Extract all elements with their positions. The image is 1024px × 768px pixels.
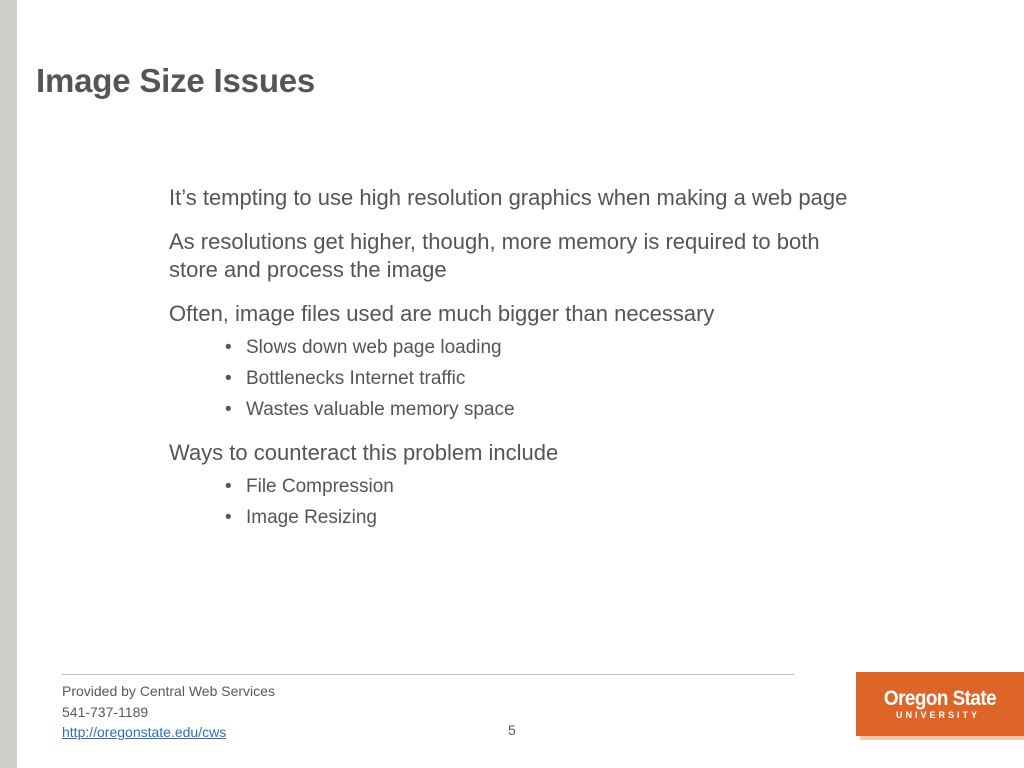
- footer-provider: Provided by Central Web Services: [62, 683, 275, 699]
- footer-phone: 541-737-1189: [62, 703, 149, 720]
- bullet-item: [225, 332, 869, 363]
- left-accent-bar: [0, 0, 17, 768]
- bullet-dot-icon: •: [225, 399, 232, 420]
- bullet-dot-icon: •: [225, 337, 232, 358]
- slide-content: [169, 184, 869, 547]
- logo-sub-text: UNIVERSITY: [896, 710, 981, 720]
- bullet-text: Slows down web page loading: [246, 337, 502, 358]
- content-paragraph: Often, image files used are much bigger than necessary: [169, 301, 715, 326]
- footer-link[interactable]: http://oregonstate.edu/cws: [62, 724, 227, 740]
- bullet-item: [225, 502, 869, 533]
- bullet-item: [225, 363, 869, 394]
- content-paragraph: As resolutions get higher, though, more memory is required to both store and process the image: [169, 229, 820, 282]
- oregon-state-logo: [856, 672, 1024, 736]
- bullet-dot-icon: •: [225, 507, 232, 528]
- bullet-text: Image Resizing: [246, 507, 377, 528]
- bullet-text: Wastes valuable memory space: [246, 399, 515, 420]
- bullet-dot-icon: •: [225, 368, 232, 389]
- content-paragraph: It’s tempting to use high resolution graphics when making a web page: [169, 185, 848, 210]
- bullet-text: Bottlenecks Internet traffic: [246, 368, 466, 389]
- bullet-list: [225, 471, 869, 533]
- content-paragraph: Ways to counteract this problem include: [169, 440, 559, 465]
- slide-title: Image Size Issues: [36, 62, 316, 99]
- page-number: 5: [508, 722, 516, 738]
- bullet-dot-icon: •: [225, 476, 232, 497]
- bullet-item: [225, 471, 869, 502]
- bullet-text: File Compression: [246, 476, 394, 497]
- footer-info: [62, 681, 275, 743]
- bullet-item: [225, 394, 869, 425]
- bullet-list: [225, 332, 869, 425]
- footer-divider: [62, 674, 794, 675]
- logo-main-text: Oregon State: [883, 687, 997, 710]
